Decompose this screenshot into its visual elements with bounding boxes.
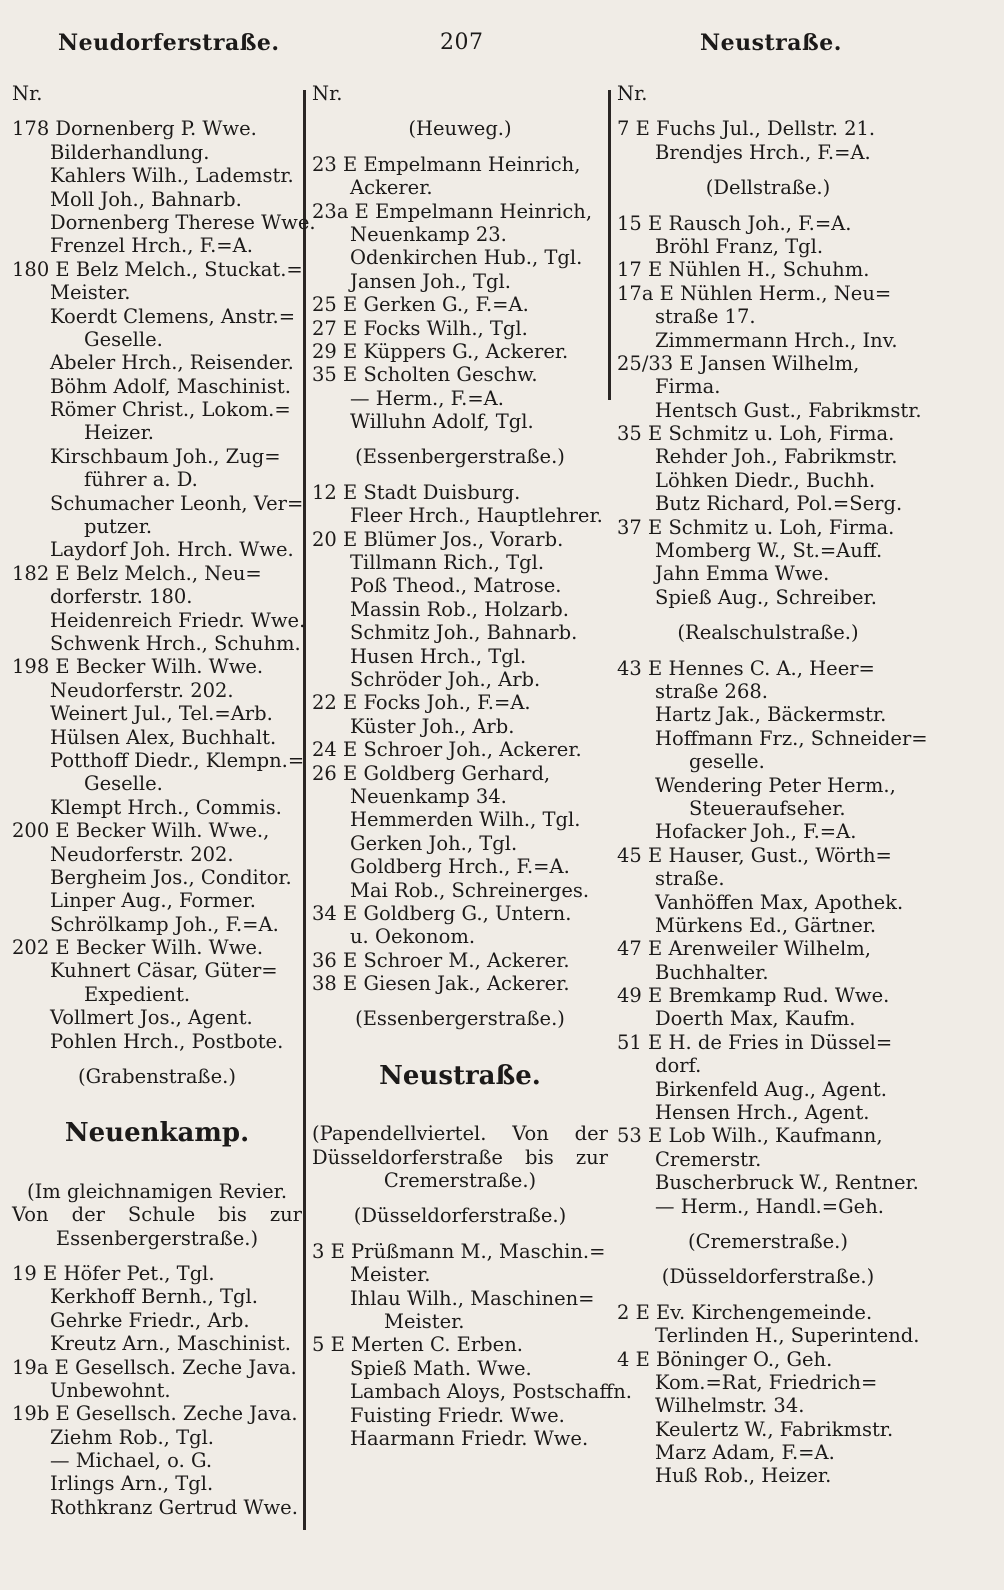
resident-entry: Huß Rob., Heizer. [655,1464,832,1488]
column-rule-right [608,90,611,400]
resident-entry: Mai Rob., Schreinerges. [350,878,590,902]
address-entry: 2 E Ev. Kirchengemeinde. [617,1300,873,1324]
entry-continuation: dorf. [655,1054,702,1078]
resident-entry: Römer Christ., Lokom.= [50,398,291,422]
column-left [12,82,316,1519]
spacer [12,105,302,117]
address-entry: 5 E Merten C. Erben. [312,1333,523,1357]
resident-entry: Hartz Jak., Bäckermstr. [655,703,887,727]
address-entry: 26 E Goldberg Gerhard, [312,761,551,785]
column-number-header: Nr. [617,82,648,105]
spacer [12,1146,302,1180]
resident-entry: Massin Rob., Holzarb. [350,597,569,621]
resident-entry: Bröhl Franz, Tgl. [655,234,824,258]
resident-entry: Rothkranz Gertrud Wwe. [50,1495,298,1519]
resident-entry: Hoffmann Frz., Schneider= [655,726,928,750]
resident-entry: Schwenk Hrch., Schuhm. [50,631,301,655]
resident-entry: Schröder Joh., Arb. [350,667,541,691]
street-heading: Neustraße. [379,1060,541,1091]
cross-street-marker: Essenbergerstraße.) [55,1226,259,1250]
entry-continuation: Geselle. [84,772,163,796]
address-entry: 23a E Empelmann Heinrich, [312,199,593,223]
address-entry: 29 E Küppers G., Ackerer. [312,339,569,363]
resident-entry: Koerdt Clemens, Anstr.= [50,304,296,328]
cross-street-marker: (Im gleichnamigen Revier. [26,1179,288,1203]
address-entry: 37 E Schmitz u. Loh, Firma. [617,515,895,539]
resident-entry: Küster Joh., Arb. [350,714,515,738]
cross-street-marker: (Heuweg.) [408,117,512,141]
cross-street-marker: (Realschulstraße.) [677,621,859,645]
resident-entry: Irlings Arn., Tgl. [50,1472,214,1496]
resident-entry: Buscherbruck W., Rentner. [655,1171,919,1195]
cross-street-marker: Cremerstraße.) [383,1169,537,1193]
address-entry: 51 E H. de Fries in Düssel= [617,1030,893,1054]
resident-entry: Klempt Hrch., Commis. [50,795,282,819]
spacer [12,1053,302,1065]
resident-entry: Schumacher Leonh, Ver= [50,491,304,515]
resident-entry: Fleer Hrch., Hauptlehrer. [350,504,603,528]
entry-continuation: Unbewohnt. [50,1378,171,1402]
resident-entry: Gehrke Friedr., Arb. [50,1308,250,1332]
resident-entry: Schrölkamp Joh., F.=A. [50,912,279,936]
address-entry: 17a E Nühlen Herm., Neu= [617,281,892,305]
entry-continuation: dorferstr. 180. [50,585,193,609]
running-head-left: Neudorferstraße. [58,30,280,56]
address-entry: 35 E Schmitz u. Loh, Firma. [617,422,895,446]
street-description: Von der Schule bis zur [12,1203,302,1227]
resident-entry: Vollmert Jos., Agent. [50,1006,253,1030]
resident-entry: Doerth Max, Kaufm. [655,1007,856,1031]
spacer [312,1192,608,1204]
resident-entry: — Michael, o. G. [50,1449,213,1473]
street-description: Düsseldorferstraße bis zur [312,1145,608,1169]
street-heading: Neuenkamp. [64,1118,250,1149]
address-entry: 45 E Hauser, Gust., Wörth= [617,843,892,867]
resident-entry: Fuisting Friedr. Wwe. [350,1403,565,1427]
spacer [617,645,919,657]
address-entry: 38 E Giesen Jak., Ackerer. [312,972,570,996]
resident-entry: Abeler Hrch., Reisender. [50,351,294,375]
resident-entry: Bergheim Jos., Conditor. [50,865,292,889]
resident-entry: Löhken Diedr., Buchh. [655,468,876,492]
address-entry: 15 E Rausch Joh., F.=A. [617,211,852,235]
address-entry: 49 E Bremkamp Rud. Wwe. [617,984,890,1008]
entry-continuation: Firma. [655,375,721,399]
cross-street-marker: (Düsseldorferstraße.) [353,1204,567,1228]
entry-continuation: straße. [655,867,725,891]
resident-entry: Linper Aug., Former. [50,889,256,913]
spacer [617,1253,919,1265]
entry-continuation: Wilhelmstr. 34. [655,1394,805,1418]
resident-entry: Kuhnert Cäsar, Güter= [50,959,278,983]
resident-entry: Kerkhoff Bernh., Tgl. [50,1285,258,1309]
address-entry: 53 E Lob Wilh., Kaufmann, [617,1124,883,1148]
cross-street-marker: (Dellstraße.) [705,176,831,200]
address-entry: 43 E Hennes C. A., Heer= [617,656,875,680]
entry-continuation: Ackerer. [350,176,433,200]
address-entry: 47 E Arenweiler Wilhelm, [617,937,871,961]
address-entry: 202 E Becker Wilh. Wwe. [12,936,264,960]
resident-entry: Frenzel Hrch., F.=A. [50,234,253,258]
address-entry: 19a E Gesellsch. Zeche Java. [12,1355,297,1379]
resident-entry: Heidenreich Friedr. Wwe. [50,608,306,632]
resident-entry: Momberg W., St.=Auff. [655,539,883,563]
resident-entry: Vanhöffen Max, Apothek. [655,890,904,914]
resident-entry: Keulertz W., Fabrikmstr. [655,1417,894,1441]
address-entry: 180 E Belz Melch., Stuckat.= [12,257,303,281]
resident-entry: Zimmermann Hrch., Inv. [655,328,898,352]
entry-continuation: putzer. [84,515,153,539]
cross-street-marker: (Essenbergerstraße.) [355,445,565,469]
entry-continuation: Expedient. [84,982,191,1006]
resident-entry: Odenkirchen Hub., Tgl. [350,246,583,270]
resident-entry: Gerken Joh., Tgl. [350,831,518,855]
address-entry: 35 E Scholten Geschw. [312,363,538,387]
entry-continuation: geselle. [689,750,765,774]
address-entry: 36 E Schroer M., Ackerer. [312,948,570,972]
address-entry: 200 E Becker Wilh. Wwe., [12,819,270,843]
address-entry: 19b E Gesellsch. Zeche Java. [12,1402,298,1426]
address-entry: 4 E Böninger O., Geh. [617,1347,833,1371]
resident-entry: Laydorf Joh. Hrch. Wwe. [50,538,294,562]
street-description: (Papendellviertel. Von der [312,1122,608,1146]
resident-entry: Hensen Hrch., Agent. [655,1101,870,1125]
address-entry: 20 E Blümer Jos., Vorarb. [312,527,564,551]
resident-entry: Kirschbaum Joh., Zug= [50,444,281,468]
spacer [617,609,919,621]
running-head-right: Neustraße. [700,30,842,56]
resident-entry: Goldberg Hrch., F.=A. [350,855,570,879]
resident-entry: Birkenfeld Aug., Agent. [655,1077,887,1101]
spacer [617,200,919,212]
address-entry: 25 E Gerken G., F.=A. [312,293,529,317]
entry-continuation: straße 17. [655,305,756,329]
entry-continuation: führer a. D. [84,468,198,492]
resident-entry: Pohlen Hrch., Postbote. [50,1029,284,1053]
address-entry: 7 E Fuchs Jul., Dellstr. 21. [617,117,876,141]
cross-street-marker: (Cremerstraße.) [688,1229,848,1253]
resident-entry: Kreutz Arn., Maschinist. [50,1332,292,1356]
resident-entry: Schmitz Joh., Bahnarb. [350,621,578,645]
address-entry: 17 E Nühlen H., Schuhm. [617,258,870,282]
entry-continuation: Kom.=Rat, Friedrich= [655,1370,878,1394]
resident-entry: Wendering Peter Herm., [655,773,896,797]
spacer [312,469,608,481]
address-entry: 3 E Prüßmann M., Maschin.= [312,1239,606,1263]
entry-continuation: Buchhalter. [655,960,769,984]
resident-entry: Brendjes Hrch., F.=A. [655,140,871,164]
entry-continuation: Neuenkamp 34. [350,784,507,808]
resident-entry: Terlinden H., Superintend. [655,1324,920,1348]
address-entry: 23 E Empelmann Heinrich, [312,152,581,176]
resident-entry: Spieß Math. Wwe. [350,1356,532,1380]
entry-continuation: Meister. [384,1309,465,1333]
resident-entry: Hentsch Gust., Fabrikmstr. [655,398,922,422]
resident-entry: Böhm Adolf, Maschinist. [50,374,291,398]
entry-continuation: Cremerstr. [655,1147,762,1171]
resident-entry: Hofacker Joh., F.=A. [655,820,857,844]
spacer [312,141,608,153]
resident-entry: Tillmann Rich., Tgl. [350,551,545,575]
spacer [12,1250,302,1262]
spacer [312,105,608,117]
spacer [617,1218,919,1230]
address-entry: 25/33 E Jansen Wilhelm, [617,351,860,375]
address-entry: 198 E Becker Wilh. Wwe. [12,655,264,679]
cross-street-marker: (Grabenstraße.) [78,1065,236,1089]
address-entry: 178 Dornenberg P. Wwe. [12,117,257,141]
spacer [617,105,919,117]
address-entry: 182 E Belz Melch., Neu= [12,561,262,585]
spacer [312,995,608,1007]
entry-continuation: Steueraufseher. [689,796,846,820]
spacer [617,164,919,176]
spacer [312,433,608,445]
column-number-header: Nr. [312,82,343,105]
address-entry: 19 E Höfer Pet., Tgl. [12,1261,215,1285]
resident-entry: — Herm., Handl.=Geh. [655,1194,884,1218]
resident-entry: Ziehm Rob., Tgl. [50,1425,214,1449]
cross-street-marker: (Essenbergerstraße.) [355,1007,565,1031]
entry-continuation: Bilderhandlung. [50,140,210,164]
address-entry: 22 E Focks Joh., F.=A. [312,691,531,715]
entry-continuation: Neudorferstr. 202. [50,678,234,702]
column-right [617,82,928,1488]
resident-entry: Hülsen Alex, Buchhalt. [50,725,277,749]
resident-entry: Hemmerden Wilh., Tgl. [350,808,581,832]
resident-entry: Willuhn Adolf, Tgl. [350,410,534,434]
column-number-header: Nr. [12,82,43,105]
entry-continuation: Neuenkamp 23. [350,222,507,246]
column-rule-left [303,90,306,1530]
resident-entry: Kahlers Wilh., Lademstr. [50,164,294,188]
entry-continuation: Neudorferstr. 202. [50,842,234,866]
resident-entry: Haarmann Friedr. Wwe. [350,1426,589,1450]
resident-entry: — Herm., F.=A. [350,386,504,410]
entry-continuation: straße 268. [655,679,768,703]
address-entry: 34 E Goldberg G., Untern. [312,901,572,925]
entry-continuation: Meister. [350,1263,431,1287]
entry-continuation: u. Oekonom. [350,925,476,949]
address-entry: 27 E Focks Wilh., Tgl. [312,316,528,340]
cross-street-marker: (Düsseldorferstraße.) [661,1265,875,1289]
column-middle [312,82,632,1450]
resident-entry: Dornenberg Therese Wwe. [50,210,316,234]
resident-entry: Moll Joh., Bahnarb. [50,187,242,211]
resident-entry: Jahn Emma Wwe. [655,562,830,586]
page-number: 207 [440,30,484,55]
resident-entry: Mürkens Ed., Gärtner. [655,913,877,937]
resident-entry: Potthoff Diedr., Klempn.= [50,748,305,772]
entry-continuation: Geselle. [84,327,163,351]
resident-entry: Poß Theod., Matrose. [350,574,562,598]
resident-entry: Rehder Joh., Fabrikmstr. [655,445,898,469]
resident-entry: Butz Richard, Pol.=Serg. [655,492,903,516]
resident-entry: Spieß Aug., Schreiber. [655,585,877,609]
resident-entry: Ihlau Wilh., Maschinen= [350,1286,595,1310]
address-entry: 24 E Schroer Joh., Ackerer. [312,738,582,762]
resident-entry: Marz Adam, F.=A. [655,1441,835,1465]
spacer [617,1289,919,1301]
resident-entry: Husen Hrch., Tgl. [350,644,527,668]
spacer [312,1031,608,1065]
spacer [312,1088,608,1122]
address-entry: 12 E Stadt Duisburg. [312,480,521,504]
entry-continuation: Heizer. [84,421,154,445]
resident-entry: Weinert Jul., Tel.=Arb. [50,702,273,726]
entry-continuation: Meister. [50,281,131,305]
spacer [312,1228,608,1240]
resident-entry: Lambach Aloys, Postschaffn. [350,1380,632,1404]
spacer [12,1088,302,1122]
resident-entry: Jansen Joh., Tgl. [350,269,511,293]
